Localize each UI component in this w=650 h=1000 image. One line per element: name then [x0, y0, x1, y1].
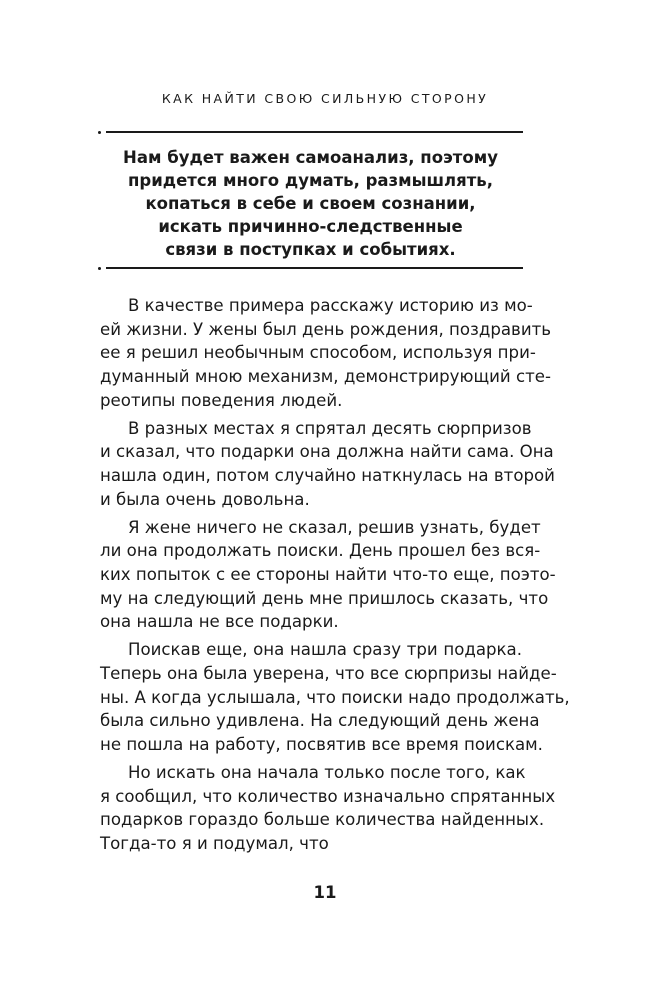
- text-line: Поискав еще, она нашла сразу три подарка.: [128, 640, 522, 660]
- paragraph: [100, 638, 570, 756]
- paragraph: [100, 417, 555, 512]
- callout-line: Нам будет важен самоанализ, поэтому: [123, 148, 498, 167]
- text-line: В разных местах я спрятал десять сюрпризов: [128, 418, 532, 438]
- callout-bottom-rule: [106, 267, 523, 269]
- text-line: Я жене ничего не сказал, решив узнать, будет: [128, 517, 541, 537]
- text-line: ее я решил необычным способом, используя при-: [100, 343, 536, 363]
- paragraph: [100, 516, 556, 634]
- text-line: и была очень довольна.: [100, 489, 310, 509]
- text-line: Тогда-то я и подумал, что: [100, 833, 329, 853]
- text-line: она нашла не все подарки.: [100, 612, 339, 632]
- text-line: нашла один, потом случайно наткнулась на второй: [100, 466, 555, 485]
- text-line: ли она продолжать поиски. День прошел без вся-: [100, 541, 541, 561]
- text-line: думанный мною механизм, демонстрирующий сте-: [100, 367, 551, 387]
- text-line: была сильно удивлена. На следующий день жена: [100, 711, 540, 731]
- callout-line: придется много думать, размышлять,: [127, 171, 493, 190]
- paragraph: [100, 294, 552, 412]
- body-text: [100, 294, 570, 856]
- text-line: ей жизни. У жены был день рождения, поздравить: [100, 319, 552, 339]
- callout-box: [98, 128, 523, 274]
- text-line: Теперь она была уверена, что все сюрпризы найде-: [100, 663, 557, 683]
- text-line: В качестве примера расскажу историю из мо-: [128, 296, 533, 315]
- paragraph: [100, 761, 556, 856]
- callout-bottom-dot: [98, 267, 101, 270]
- text-line: Но искать она начала только после того, как: [128, 762, 526, 782]
- callout-line: искать причинно-следственные: [158, 217, 463, 236]
- callout-text: [98, 146, 523, 261]
- text-line: не пошла на работу, посвятив все время поискам.: [100, 734, 543, 754]
- callout-line: копаться в себе и своем сознании,: [145, 194, 476, 213]
- text-line: подарков гораздо больше количества найденных.: [100, 810, 545, 830]
- text-line: ны. А когда услышала, что поиски надо продолжать,: [100, 687, 570, 707]
- text-line: ких попыток с ее стороны найти что-то еще, поэто-: [100, 564, 556, 584]
- text-line: реотипы поведения людей.: [100, 390, 343, 410]
- callout-line: связи в поступках и событиях.: [165, 240, 456, 259]
- callout-top-dot: [98, 131, 101, 134]
- text-line: му на следующий день мне пришлось сказать, что: [100, 588, 549, 608]
- text-line: и сказал, что подарки она должна найти сама. Она: [100, 442, 554, 462]
- running-header: КАК НАЙТИ СВОЮ СИЛЬНУЮ СТОРОНУ: [161, 91, 489, 106]
- text-line: я сообщил, что количество изначально спрятанных: [100, 786, 556, 806]
- callout-top-rule: [106, 131, 523, 133]
- page-number: 11: [313, 883, 337, 902]
